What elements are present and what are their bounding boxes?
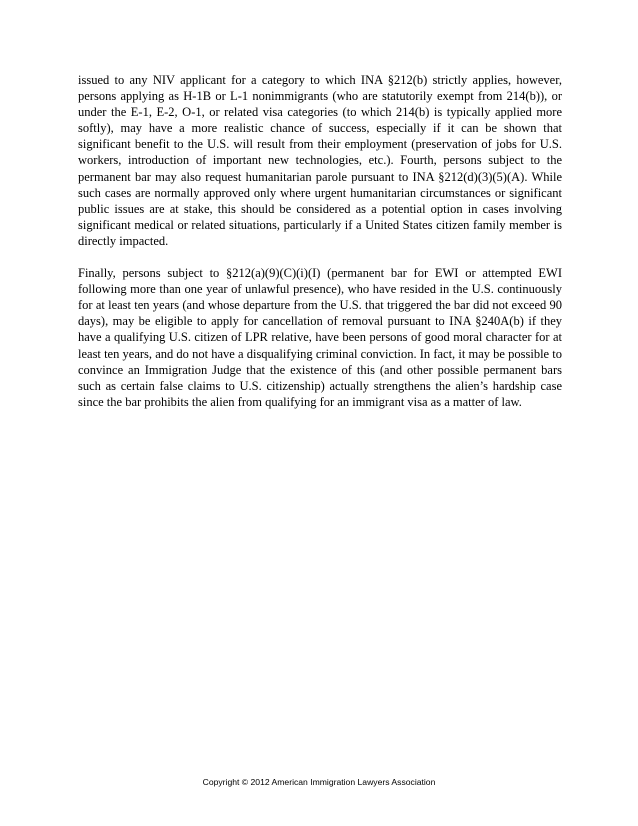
paragraph-2: Finally, persons subject to §212(a)(9)(C)(i)(I) (permanent bar for EWI or attempted EWI following more than one year of unlawful presence), who have resided in the U.S. continuously for at least ten years (and whose departure from the U.S. that triggered the bar did not exceed 90 days), may be eligible to apply for cancellation of removal pursuant to INA §240A(b) if they have a qualifying U.S. citizen of LPR relative, have been persons of good moral character for at least ten years, and do not have a disqualifying criminal conviction. In fact, it may be possible to convince an Immigration Judge that the existence of this (and other possible permanent bars such as certain false claims to U.S. citizenship) actually strengthens the alien’s hardship case since the bar prohibits the alien from qualifying for an immigrant visa as a matter of law. (78, 266, 562, 409)
paragraph-1: issued to any NIV applicant for a category to which INA §212(b) strictly applies, however, persons applying as H-1B or L-1 nonimmigrants (who are statutorily exempt from 214(b)), or under the E-1, E-2, O-1, or related visa categories (to which 214(b) is typically applied more softly), may have a more realistic chance of success, especially if it can be shown that significant benefit to the U.S. will result from their employment (preservation of jobs for U.S. workers, introduction of important new technologies, etc.). Fourth, persons subject to the permanent bar may also request humanitarian parole pursuant to INA §212(d)(3)(5)(A). While such cases are normally approved only where urgent humanitarian circumstances or significant public issues are at stake, this should be considered as a potential option in cases involving significant medical or related situations, particularly if a United States citizen family member is directly impacted. (78, 73, 562, 248)
document-body (78, 72, 562, 426)
copyright-footer: Copyright © 2012 American Immigration Lawyers Association (202, 777, 436, 787)
